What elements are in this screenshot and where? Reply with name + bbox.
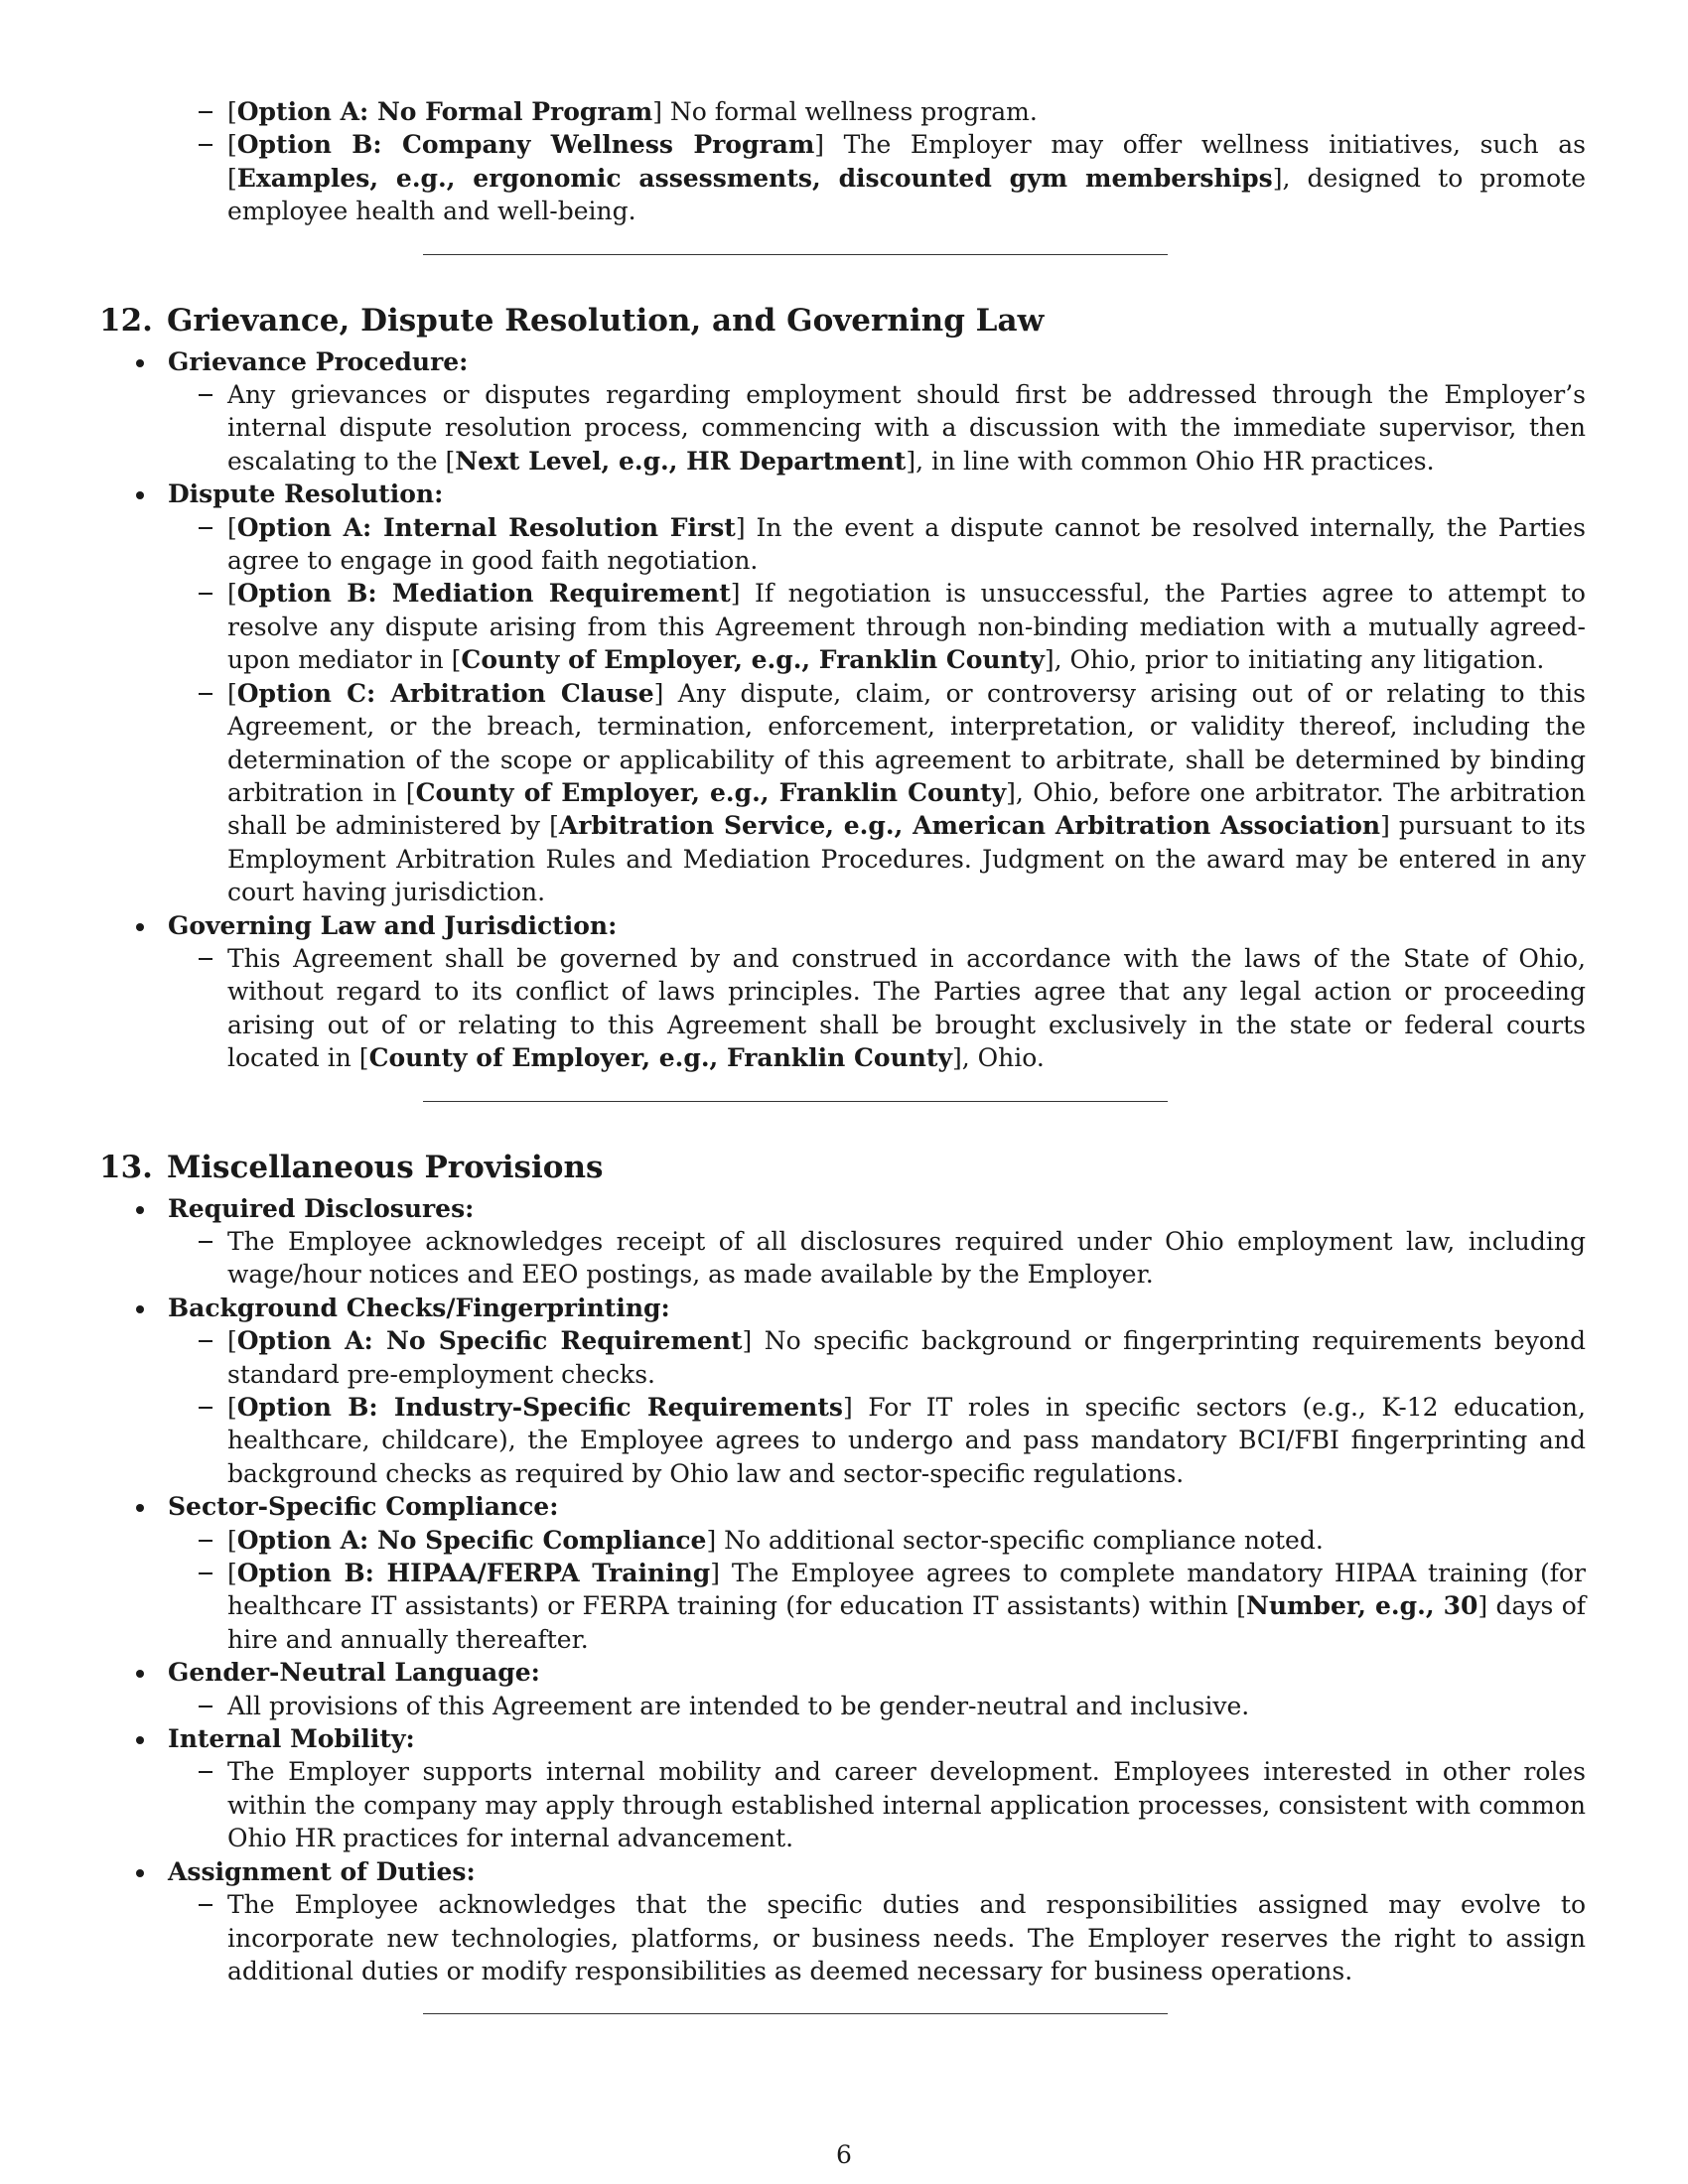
bullet-icon [136,1670,144,1678]
list-item: This Agreement shall be governed by and construed in accordance with the laws of the State of Ohio, without regard to its conflict of laws principles. The Parties agree that any legal action or proceeding arising out of or relating to this Agreement shall be brought exclusively in the state or federal courts located in [County of Employer, e.g., Franklin County], Ohio. [99,942,1586,1075]
background-checks-item: Background Checks/Fingerprinting: [Option A: No Specific Requirement] No specific background or fingerprinting requirements beyond standard pre-employment checks. [Option B: Industry-Specific Requirements] For IT roles in specific sectors (e.g., K-12 education, healthcare, childcare), the Employee agrees to undergo and pass mandatory BCI/FBI fingerprinting and background checks as required by Ohio law and sector-specific regulations. [99,1292,1586,1490]
dash-bullet-icon [199,1407,212,1409]
list-item: [Option C: Arbitration Clause] Any dispute, claim, or controversy arising out of or relating to this Agreement, or the breach, termination, enforcement, interpretation, or validity thereof, including the determination of the scope or applicability of this agreement to arbitrate, shall be determined by binding arbitration in [County of Employer, e.g., Franklin County], Ohio, before one arbitrator. The arbitration shall be administered by [Arbitration Service, e.g., American Arbitration Association] pursuant to its Employment Arbitration Rules and Mediation Procedures. Judgment on the award may be entered in any court having jurisdiction. [99,677,1586,909]
list-item: Any grievances or disputes regarding employment should first be addressed through the Employer’s internal dispute resolution process, commencing with a discussion with the immediate supervisor, then escalating to the [Next Level, e.g., HR Department], in line with common Ohio HR practices. [99,378,1586,478]
section-13-list [99,1192,1586,1988]
internal-mobility-item: Internal Mobility: The Employer supports internal mobility and career development. Employees interested in other roles within the company may apply through established internal application processes, consistent with common Ohio HR practices for internal advancement. [99,1722,1586,1855]
bullet-icon [136,1869,144,1877]
page-content [99,95,1586,2014]
gender-neutral-item: Gender-Neutral Language: All provisions of this Agreement are intended to be gender-neutral and inclusive. [99,1656,1586,1722]
list-item: All provisions of this Agreement are intended to be gender-neutral and inclusive. [99,1690,1586,1722]
bullet-icon [136,1206,144,1214]
dash-bullet-icon [199,527,212,529]
bullet-icon [136,923,144,931]
dash-bullet-icon [199,111,212,113]
dash-bullet-icon [199,593,212,595]
dash-bullet-icon [199,1572,212,1574]
list-item: [Option B: HIPAA/FERPA Training] The Employee agrees to complete mandatory HIPAA training (for healthcare IT assistants) or FERPA training (for education IT assistants) within [Number, e.g., 30] days of hire and annually thereafter. [99,1557,1586,1656]
list-item: The Employee acknowledges receipt of all disclosures required under Ohio employment law, including wage/hour notices and EEO postings, as made available by the Employer. [99,1225,1586,1292]
bullet-icon [136,359,144,367]
required-disclosures-item: Required Disclosures: The Employee acknowledges receipt of all disclosures required under Ohio employment law, including wage/hour notices and EEO postings, as made available by the Employer. [99,1192,1586,1292]
dash-bullet-icon [199,1540,212,1542]
grievance-procedure-item: Grievance Procedure: Any grievances or disputes regarding employment should first be addressed through the Employer’s internal dispute resolution process, commencing with a discussion with the immediate supervisor, then escalating to the [Next Level, e.g., HR Department], in line with common Ohio HR practices. [99,345,1586,478]
section-12-heading: 12. Grievance, Dispute Resolution, and Governing Law [99,302,1045,339]
dash-bullet-icon [199,1340,212,1342]
list-item: [Option B: Mediation Requirement] If negotiation is unsuccessful, the Parties agree to attempt to resolve any dispute arising from this Agreement through non-binding mediation with a mutually agreed-upon mediator in [County of Employer, e.g., Franklin County], Ohio, prior to initiating any litigation. [99,577,1586,676]
dash-bullet-icon [199,394,212,396]
horizontal-divider [423,254,1168,255]
bullet-icon [136,1736,144,1744]
page-number: 6 [836,2140,852,2169]
list-item: [Option A: Internal Resolution First] In the event a dispute cannot be resolved internally, the Parties agree to engage in good faith negotiation. [99,511,1586,578]
bullet-icon [136,1305,144,1313]
dispute-resolution-item: Dispute Resolution: [Option A: Internal Resolution First] In the event a dispute cannot be resolved internally, the Parties agree to engage in good faith negotiation. [Option B: Mediation Requirement] If negotiation is unsuccessful, the Parties agree to attempt to resolve any dispute arising from this Agreement through non-binding mediation with a mutually agreed-upon mediator in [County of Employer, e.g., Franklin County], Ohio, prior to initiating any litigation. [Option C: Arbitration Clause] Any dispute, claim, or controversy arising out of or relating to this Agreement, or the breach, termination, enforcement, interpretation, or validity thereof, including the determination of the scope or applicability of this agreement to arbitrate, shall be determined by binding arbitration in [County of Employer, e.g., Franklin County], Ohio, before one arbitrator. The arbitration shall be administered by [Arbitration Service, e.g., American Arbitration Association] pursuant to its Employment Arbitration Rules and Mediation Procedures. Judgment on the award may be entered in any court having jurisdiction. [99,478,1586,908]
list-item: [Option A: No Specific Compliance] No additional sector-specific compliance noted. [99,1524,1586,1557]
section-12-list [99,345,1586,1075]
list-item: [Option A: No Formal Program] No formal wellness program. [99,95,1586,128]
horizontal-divider [423,2013,1168,2014]
section-13-heading: 13. Miscellaneous Provisions [99,1149,604,1185]
sector-compliance-item: Sector-Specific Compliance: [Option A: No Specific Compliance] No additional sector-specific compliance noted. [Option B: HIPAA/FERPA Training] The Employee agrees to complete mandatory HIPAA training (for healthcare IT assistants) or FERPA training (for education IT assistants) within [Number, e.g., 30] days of hire and annually thereafter. [99,1490,1586,1656]
list-item: [Option B: Industry-Specific Requirements] For IT roles in specific sectors (e.g., K-12 education, healthcare, childcare), the Employee agrees to undergo and pass mandatory BCI/FBI fingerprinting and background checks as required by Ohio law and sector-specific regulations. [99,1391,1586,1490]
dash-bullet-icon [199,1904,212,1906]
list-item: [Option B: Company Wellness Program] The Employer may offer wellness initiatives, such as [Examples, e.g., ergonomic assessments, discounted gym memberships], designed to promote employee health and well-being. [99,128,1586,227]
bullet-icon [136,491,144,499]
dash-bullet-icon [199,144,212,146]
governing-law-item: Governing Law and Jurisdiction: This Agreement shall be governed by and construed in accordance with the laws of the State of Ohio, without regard to its conflict of laws principles. The Parties agree that any legal action or proceeding arising out of or relating to this Agreement shall be brought exclusively in the state or federal courts located in [County of Employer, e.g., Franklin County], Ohio. [99,909,1586,1075]
assignment-of-duties-item: Assignment of Duties: The Employee acknowledges that the specific duties and responsibilities assigned may evolve to incorporate new technologies, platforms, or business needs. The Employer reserves the right to assign additional duties or modify responsibilities as deemed necessary for business operations. [99,1855,1586,1988]
dash-bullet-icon [199,958,212,960]
dash-bullet-icon [199,1706,212,1707]
dash-bullet-icon [199,693,212,695]
horizontal-divider [423,1101,1168,1102]
wellness-options-list [99,95,1586,228]
dash-bullet-icon [199,1241,212,1243]
bullet-icon [136,1504,144,1512]
list-item: [Option A: No Specific Requirement] No specific background or fingerprinting requirements beyond standard pre-employment checks. [99,1324,1586,1391]
list-item: The Employee acknowledges that the specific duties and responsibilities assigned may evolve to incorporate new technologies, platforms, or business needs. The Employer reserves the right to assign additional duties or modify responsibilities as deemed necessary for business operations. [99,1888,1586,1987]
list-item: The Employer supports internal mobility and career development. Employees interested in other roles within the company may apply through established internal application processes, consistent with common Ohio HR practices for internal advancement. [99,1755,1586,1854]
dash-bullet-icon [199,1771,212,1773]
